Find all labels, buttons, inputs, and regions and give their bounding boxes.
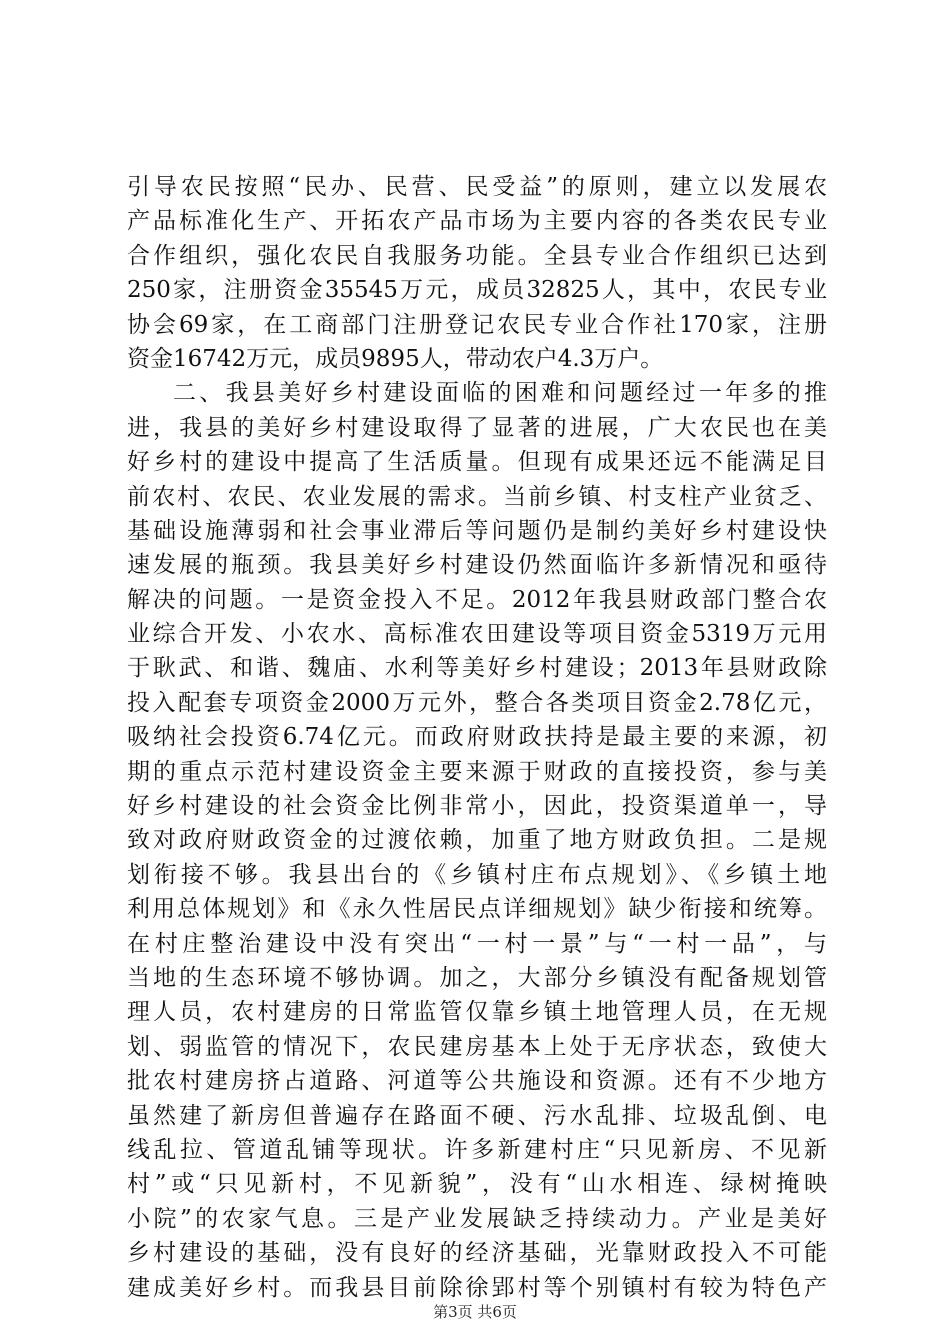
text-line: 期的重点示范村建设资金主要来源于财政的直接投资，参与美 xyxy=(127,758,827,785)
text-line: 引导农民按照“民办、民营、民受益”的原则，建立以发展农 xyxy=(127,174,827,200)
text-line: 划、弱监管的情况下，农民建房基本上处于无序状态，致使大 xyxy=(127,1033,827,1060)
text-line: 速发展的瓶颈。我县美好乡村建设仍然面临许多新情况和亟待 xyxy=(127,552,827,579)
text-line: 前农村、农民、农业发展的需求。当前乡镇、村支柱产业贫乏、 xyxy=(127,483,827,510)
page-number-footer: 第3页 共6页 xyxy=(433,1303,517,1321)
text-line: 在村庄整治建设中没有突出“一村一景”与“一村一品”，与 xyxy=(127,930,827,957)
text-line: 利用总体规划》和《永久性居民点详细规划》缺少衔接和统筹。 xyxy=(127,896,827,923)
text-line: 解决的问题。一是资金投入不足。2012年我县财政部门整合农 xyxy=(127,586,827,613)
text-line: 致对政府财政资金的过渡依赖，加重了地方财政负担。二是规 xyxy=(127,827,827,854)
text-line: 投入配套专项资金2000万元外，整合各类项目资金2.78亿元， xyxy=(127,689,827,716)
text-line: 村”或“只见新村，不见新貌”，没有“山水相连、绿树掩映 xyxy=(127,1171,827,1198)
text-line: 协会69家，在工商部门注册登记农民专业合作社170家，注册 xyxy=(127,311,827,338)
text-line: 批农村建房挤占道路、河道等公共施设和资源。还有不少地方 xyxy=(127,1068,827,1095)
text-line: 资金16742万元，成员9895人，带动农户4.3万户。 xyxy=(127,345,664,372)
text-line: 好乡村的建设中提高了生活质量。但现有成果还远不能满足目 xyxy=(127,449,827,476)
text-line: 虽然建了新房但普遍存在路面不硬、污水乱排、垃圾乱倒、电 xyxy=(127,1102,827,1129)
paragraph-2 xyxy=(127,376,827,1305)
text-line: 基础设施薄弱和社会事业滞后等问题仍是制约美好乡村建设快 xyxy=(127,517,827,544)
text-line: 线乱拉、管道乱铺等现状。许多新建村庄“只见新房、不见新 xyxy=(127,1136,827,1163)
text-line: 建成美好乡村。而我县目前除徐郢村等个别镇村有较为特色产 xyxy=(127,1274,827,1301)
text-line: 乡村建设的基础，没有良好的经济基础，光靠财政投入不可能 xyxy=(127,1240,827,1267)
text-line: 理人员，农村建房的日常监管仅靠乡镇土地管理人员，在无规 xyxy=(127,999,827,1026)
paragraph-1 xyxy=(127,170,827,376)
text-line: 产品标准化生产、开拓农产品市场为主要内容的各类农民专业 xyxy=(127,208,827,235)
text-line: 二、我县美好乡村建设面临的困难和问题经过一年多的推 xyxy=(173,380,827,407)
text-line: 进，我县的美好乡村建设取得了显著的进展，广大农民也在美 xyxy=(127,414,827,441)
text-line: 当地的生态环境不够协调。加之，大部分乡镇没有配备规划管 xyxy=(127,964,827,991)
text-line: 业综合开发、小农水、高标准农田建设等项目资金5319万元用 xyxy=(127,621,827,648)
text-line: 划衔接不够。我县出台的《乡镇村庄布点规划》、《乡镇土地 xyxy=(127,861,827,888)
text-line: 好乡村建设的社会资金比例非常小，因此，投资渠道单一，导 xyxy=(127,793,827,820)
text-line: 合作组织，强化农民自我服务功能。全县专业合作组织已达到 xyxy=(127,242,827,269)
text-line: 于耿武、和谐、魏庙、水利等美好乡村建设；2013年县财政除 xyxy=(127,655,827,682)
text-line: 吸纳社会投资6.74亿元。而政府财政扶持是最主要的来源，初 xyxy=(127,724,827,751)
text-line: 250家，注册资金35545万元，成员32825人，其中，农民专业 xyxy=(127,277,827,304)
text-line: 小院”的农家气息。三是产业发展缺乏持续动力。产业是美好 xyxy=(127,1205,827,1232)
document-body xyxy=(127,170,827,1305)
